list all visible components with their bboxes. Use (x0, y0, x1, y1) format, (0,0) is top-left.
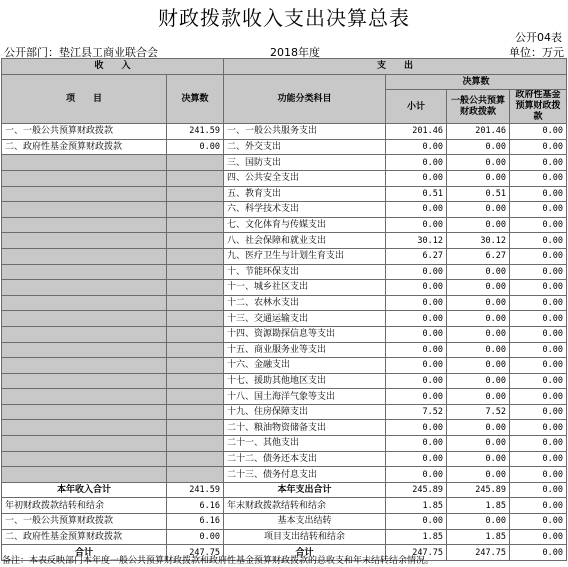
expense-item: 二十三、债务付息支出 (224, 467, 386, 483)
subtotal-amount: 7.52 (386, 404, 447, 420)
expense-item: 九、医疗卫生与计划生育支出 (224, 248, 386, 264)
subtotal-amount: 0.00 (386, 342, 447, 358)
subtotal-amount: 0.00 (386, 139, 447, 155)
subtotal-amount: 0.00 (386, 311, 447, 327)
subtotal-amount: 0.00 (386, 436, 447, 452)
income-amount (167, 155, 224, 171)
gov-summary-amount: 0.00 (510, 514, 567, 530)
general-budget-amount: 0.00 (447, 217, 510, 233)
gov-fund-amount: 0.00 (510, 342, 567, 358)
gov-fund-amount: 0.00 (510, 155, 567, 171)
general-summary-amount: 0.00 (447, 514, 510, 530)
gov-summary-amount: 0.00 (510, 529, 567, 545)
general-summary-amount: 247.75 (447, 545, 510, 561)
table-row (2, 155, 567, 171)
subtotal-amount: 0.00 (386, 467, 447, 483)
income-summary-amount: 241.59 (167, 482, 224, 498)
income-item (2, 311, 167, 327)
gov-fund-amount: 0.00 (510, 404, 567, 420)
expense-item: 三、国防支出 (224, 155, 386, 171)
expense-item: 十九、住房保障支出 (224, 404, 386, 420)
income-amount (167, 420, 224, 436)
income-amount (167, 451, 224, 467)
general-budget-amount: 0.00 (447, 467, 510, 483)
summary-row (2, 514, 567, 530)
table-row (2, 342, 567, 358)
table-row (2, 326, 567, 342)
expense-item: 二、外交支出 (224, 139, 386, 155)
income-item (2, 420, 167, 436)
income-amount (167, 358, 224, 374)
gov-fund-amount: 0.00 (510, 124, 567, 140)
function-category-header: 功能分类科目 (224, 74, 386, 124)
income-amount (167, 217, 224, 233)
income-amount-header: 决算数 (167, 74, 224, 124)
gov-fund-amount: 0.00 (510, 295, 567, 311)
expense-item: 八、社会保障和就业支出 (224, 233, 386, 249)
gov-fund-amount: 0.00 (510, 420, 567, 436)
final-amount-header: 决算数 (386, 74, 567, 90)
table-row (2, 295, 567, 311)
subtotal-header: 小计 (386, 90, 447, 124)
general-budget-amount: 0.00 (447, 389, 510, 405)
expense-item: 十三、交通运输支出 (224, 311, 386, 327)
general-budget-amount: 0.00 (447, 155, 510, 171)
subtotal-amount: 0.00 (386, 170, 447, 186)
gov-summary-amount: 0.00 (510, 482, 567, 498)
income-summary-amount: 247.75 (167, 545, 224, 561)
gov-fund-amount: 0.00 (510, 186, 567, 202)
expense-item: 十一、城乡社区支出 (224, 280, 386, 296)
general-budget-amount: 0.00 (447, 139, 510, 155)
table-row (2, 404, 567, 420)
subtotal-summary-amount: 0.00 (386, 514, 447, 530)
expense-item: 十六、金融支出 (224, 358, 386, 374)
income-item (2, 389, 167, 405)
expense-summary-item: 项目支出结转和结余 (224, 529, 386, 545)
income-item (2, 248, 167, 264)
summary-row (2, 498, 567, 514)
subtotal-amount: 0.00 (386, 264, 447, 280)
gov-fund-amount: 0.00 (510, 170, 567, 186)
general-budget-amount: 0.00 (447, 358, 510, 374)
summary-row (2, 529, 567, 545)
expense-item: 十五、商业服务业等支出 (224, 342, 386, 358)
subtotal-amount: 0.00 (386, 295, 447, 311)
table-row (2, 264, 567, 280)
income-item (2, 295, 167, 311)
expense-item: 一、一般公共服务支出 (224, 124, 386, 140)
income-item (2, 155, 167, 171)
income-amount (167, 326, 224, 342)
income-amount (167, 389, 224, 405)
income-amount (167, 264, 224, 280)
expense-item: 二十、粮油物资储备支出 (224, 420, 386, 436)
general-budget-amount: 0.00 (447, 295, 510, 311)
income-item (2, 373, 167, 389)
income-item (2, 233, 167, 249)
table-row (2, 389, 567, 405)
income-item (2, 467, 167, 483)
gov-fund-amount: 0.00 (510, 264, 567, 280)
summary-row (2, 482, 567, 498)
income-amount (167, 436, 224, 452)
income-header: 收 入 (2, 59, 224, 75)
income-item: 二、政府性基金预算财政拨款 (2, 139, 167, 155)
table-row (2, 280, 567, 296)
table-row (2, 217, 567, 233)
income-amount (167, 233, 224, 249)
gov-fund-amount: 0.00 (510, 451, 567, 467)
general-budget-amount: 6.27 (447, 248, 510, 264)
gov-fund-amount: 0.00 (510, 217, 567, 233)
income-item (2, 326, 167, 342)
gov-fund-amount: 0.00 (510, 326, 567, 342)
income-amount (167, 186, 224, 202)
income-item (2, 217, 167, 233)
gov-fund-amount: 0.00 (510, 467, 567, 483)
gov-fund-amount: 0.00 (510, 358, 567, 374)
subtotal-amount: 0.00 (386, 358, 447, 374)
income-amount: 0.00 (167, 139, 224, 155)
expense-header: 支 出 (224, 59, 567, 75)
general-budget-amount: 0.00 (447, 436, 510, 452)
expense-summary-item: 本年支出合计 (224, 482, 386, 498)
income-summary-item: 年初财政拨款结转和结余 (2, 498, 167, 514)
income-amount (167, 311, 224, 327)
subtotal-amount: 201.46 (386, 124, 447, 140)
table-row (2, 436, 567, 452)
form-number: 公开04表 (515, 31, 562, 44)
footnote: 备注：本表反映部门本年度一般公共预算财政拨款和政府性基金预算财政拨款的总收支和年末结转结余情况。 (2, 556, 435, 566)
subtotal-amount: 0.00 (386, 202, 447, 218)
income-item (2, 404, 167, 420)
expense-summary-item: 合计 (224, 545, 386, 561)
income-amount: 241.59 (167, 124, 224, 140)
subtotal-summary-amount: 1.85 (386, 498, 447, 514)
table-row (2, 139, 567, 155)
general-summary-amount: 245.89 (447, 482, 510, 498)
income-item (2, 264, 167, 280)
table-row (2, 467, 567, 483)
expense-item: 十、节能环保支出 (224, 264, 386, 280)
table-row (2, 420, 567, 436)
subtotal-summary-amount: 247.75 (386, 545, 447, 561)
gov-fund-amount: 0.00 (510, 436, 567, 452)
subtotal-amount: 0.00 (386, 217, 447, 233)
general-budget-amount: 0.00 (447, 420, 510, 436)
table-row (2, 202, 567, 218)
general-summary-amount: 1.85 (447, 498, 510, 514)
general-budget-amount: 201.46 (447, 124, 510, 140)
general-budget-amount: 0.00 (447, 264, 510, 280)
general-budget-amount: 0.00 (447, 326, 510, 342)
income-item (2, 358, 167, 374)
income-summary-amount: 6.16 (167, 514, 224, 530)
income-item (2, 436, 167, 452)
general-summary-amount: 1.85 (447, 529, 510, 545)
table-row (2, 451, 567, 467)
income-item (2, 170, 167, 186)
page-title: 财政拨款收入支出决算总表 (158, 6, 410, 30)
income-amount (167, 404, 224, 420)
income-summary-amount: 0.00 (167, 529, 224, 545)
general-budget-amount: 0.00 (447, 170, 510, 186)
expense-item: 十二、农林水支出 (224, 295, 386, 311)
general-budget-amount: 30.12 (447, 233, 510, 249)
gov-fund-amount: 0.00 (510, 233, 567, 249)
subtotal-amount: 0.00 (386, 389, 447, 405)
income-item (2, 202, 167, 218)
summary-rows (2, 482, 567, 560)
table-row (2, 186, 567, 202)
gov-fund-amount: 0.00 (510, 280, 567, 296)
expense-item: 六、科学技术支出 (224, 202, 386, 218)
gov-fund-header: 政府性基金预算财政拨款 (510, 90, 567, 124)
general-budget-amount: 0.00 (447, 451, 510, 467)
table-row (2, 248, 567, 264)
income-item: 一、一般公共预算财政拨款 (2, 124, 167, 140)
subtotal-summary-amount: 1.85 (386, 529, 447, 545)
expense-item: 十四、资源勘探信息等支出 (224, 326, 386, 342)
income-item (2, 342, 167, 358)
subtotal-amount: 0.00 (386, 373, 447, 389)
expense-summary-item: 基本支出结转 (224, 514, 386, 530)
income-summary-amount: 6.16 (167, 498, 224, 514)
income-item (2, 280, 167, 296)
income-item (2, 186, 167, 202)
subtotal-amount: 0.00 (386, 155, 447, 171)
table-row (2, 358, 567, 374)
general-budget-amount: 0.51 (447, 186, 510, 202)
table-row (2, 124, 567, 140)
table-row (2, 170, 567, 186)
subtotal-amount: 6.27 (386, 248, 447, 264)
income-amount (167, 373, 224, 389)
fiscal-year: 2018年度 (270, 46, 320, 59)
expense-summary-item: 年末财政拨款结转和结余 (224, 498, 386, 514)
department-label: 公开部门：垫江县工商业联合会 (4, 46, 158, 59)
income-summary-item: 合计 (2, 545, 167, 561)
income-item (2, 451, 167, 467)
income-amount (167, 295, 224, 311)
general-budget-header: 一般公共预算财政拨款 (447, 90, 510, 124)
subtotal-amount: 0.00 (386, 280, 447, 296)
general-budget-amount: 7.52 (447, 404, 510, 420)
gov-fund-amount: 0.00 (510, 389, 567, 405)
general-budget-amount: 0.00 (447, 280, 510, 296)
table-row (2, 233, 567, 249)
income-amount (167, 342, 224, 358)
general-budget-amount: 0.00 (447, 311, 510, 327)
income-summary-item: 二、政府性基金预算财政拨款 (2, 529, 167, 545)
table-row (2, 373, 567, 389)
table-row (2, 311, 567, 327)
income-amount (167, 248, 224, 264)
unit-label: 单位：万元 (509, 46, 564, 59)
income-amount (167, 170, 224, 186)
income-summary-item: 一、一般公共预算财政拨款 (2, 514, 167, 530)
subtotal-amount: 0.00 (386, 451, 447, 467)
general-budget-amount: 0.00 (447, 202, 510, 218)
expense-item: 二十一、其他支出 (224, 436, 386, 452)
income-amount (167, 280, 224, 296)
subtotal-amount: 0.00 (386, 326, 447, 342)
subtotal-amount: 0.00 (386, 420, 447, 436)
income-summary-item: 本年收入合计 (2, 482, 167, 498)
income-amount (167, 202, 224, 218)
budget-table (1, 58, 567, 561)
expense-item: 十八、国土海洋气象等支出 (224, 389, 386, 405)
detail-rows (2, 124, 567, 483)
expense-item: 四、公共安全支出 (224, 170, 386, 186)
expense-item: 十七、援助其他地区支出 (224, 373, 386, 389)
gov-summary-amount: 0.00 (510, 498, 567, 514)
gov-summary-amount: 0.00 (510, 545, 567, 561)
expense-item: 五、教育支出 (224, 186, 386, 202)
subtotal-summary-amount: 245.89 (386, 482, 447, 498)
gov-fund-amount: 0.00 (510, 202, 567, 218)
subtotal-amount: 30.12 (386, 233, 447, 249)
report-meta (2, 44, 564, 58)
subtotal-amount: 0.51 (386, 186, 447, 202)
gov-fund-amount: 0.00 (510, 139, 567, 155)
general-budget-amount: 0.00 (447, 373, 510, 389)
income-amount (167, 467, 224, 483)
expense-item: 二十二、债务还本支出 (224, 451, 386, 467)
gov-fund-amount: 0.00 (510, 373, 567, 389)
gov-fund-amount: 0.00 (510, 311, 567, 327)
general-budget-amount: 0.00 (447, 342, 510, 358)
item-header: 项 目 (2, 74, 167, 124)
expense-item: 七、文化体育与传媒支出 (224, 217, 386, 233)
gov-fund-amount: 0.00 (510, 248, 567, 264)
